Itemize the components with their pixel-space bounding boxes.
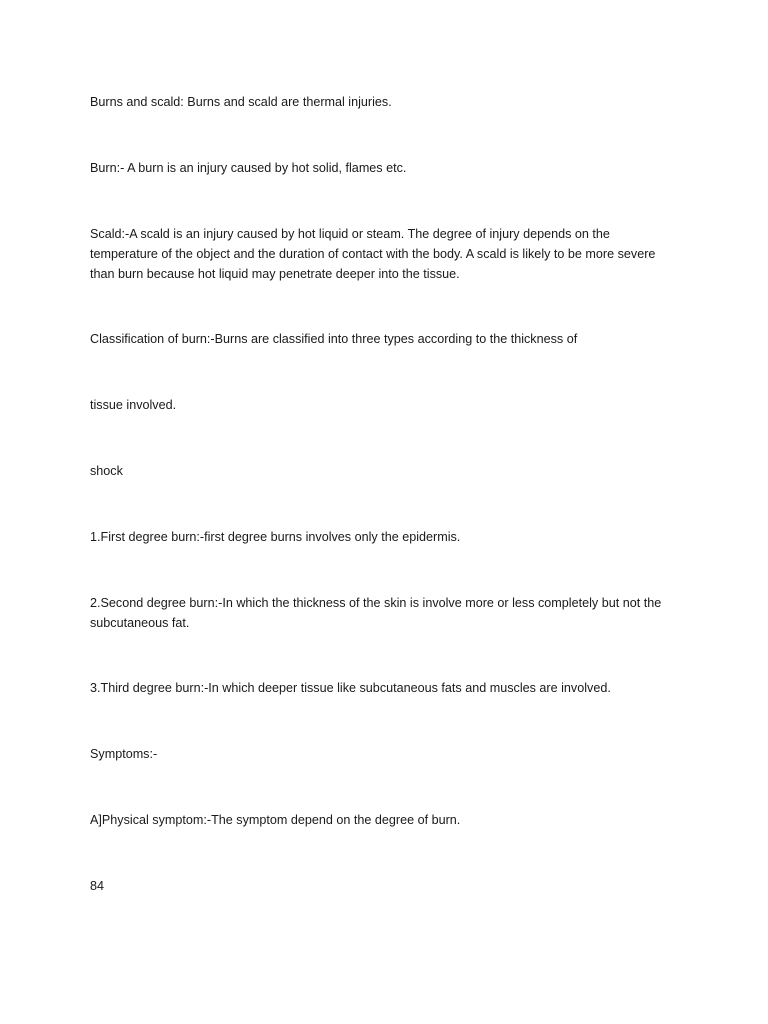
paragraph-shock: shock	[90, 464, 123, 478]
paragraph-burn-definition: Burn:- A burn is an injury caused by hot solid, flames etc.	[90, 161, 407, 175]
paragraph-scald-definition: Scald:-A scald is an injury caused by hot liquid or steam. The degree of injury depends on the temperature of the object and the duration of contact with the body. A scald is likely to be more severe than burn because hot liquid may penetrate deeper into the tissue.	[90, 227, 656, 281]
paragraph-tissue-involved: tissue involved.	[90, 398, 177, 412]
paragraph-classification: Classification of burn:-Burns are classified into three types according to the thickness of	[90, 332, 578, 346]
paragraph-physical-symptom: A]Physical symptom:-The symptom depend on the degree of burn.	[90, 813, 461, 827]
paragraph-first-degree: 1.First degree burn:-first degree burns involves only the epidermis.	[90, 530, 461, 544]
page-number: 84	[90, 879, 105, 893]
paragraph-second-degree: 2.Second degree burn:-In which the thickness of the skin is involve more or less completely but not the subcutaneous fat.	[90, 596, 662, 630]
paragraph-burns-and-scald: Burns and scald: Burns and scald are thermal injuries.	[90, 95, 392, 109]
paragraph-third-degree: 3.Third degree burn:-In which deeper tissue like subcutaneous fats and muscles are involved.	[90, 681, 611, 695]
paragraph-symptoms-heading: Symptoms:-	[90, 747, 158, 761]
